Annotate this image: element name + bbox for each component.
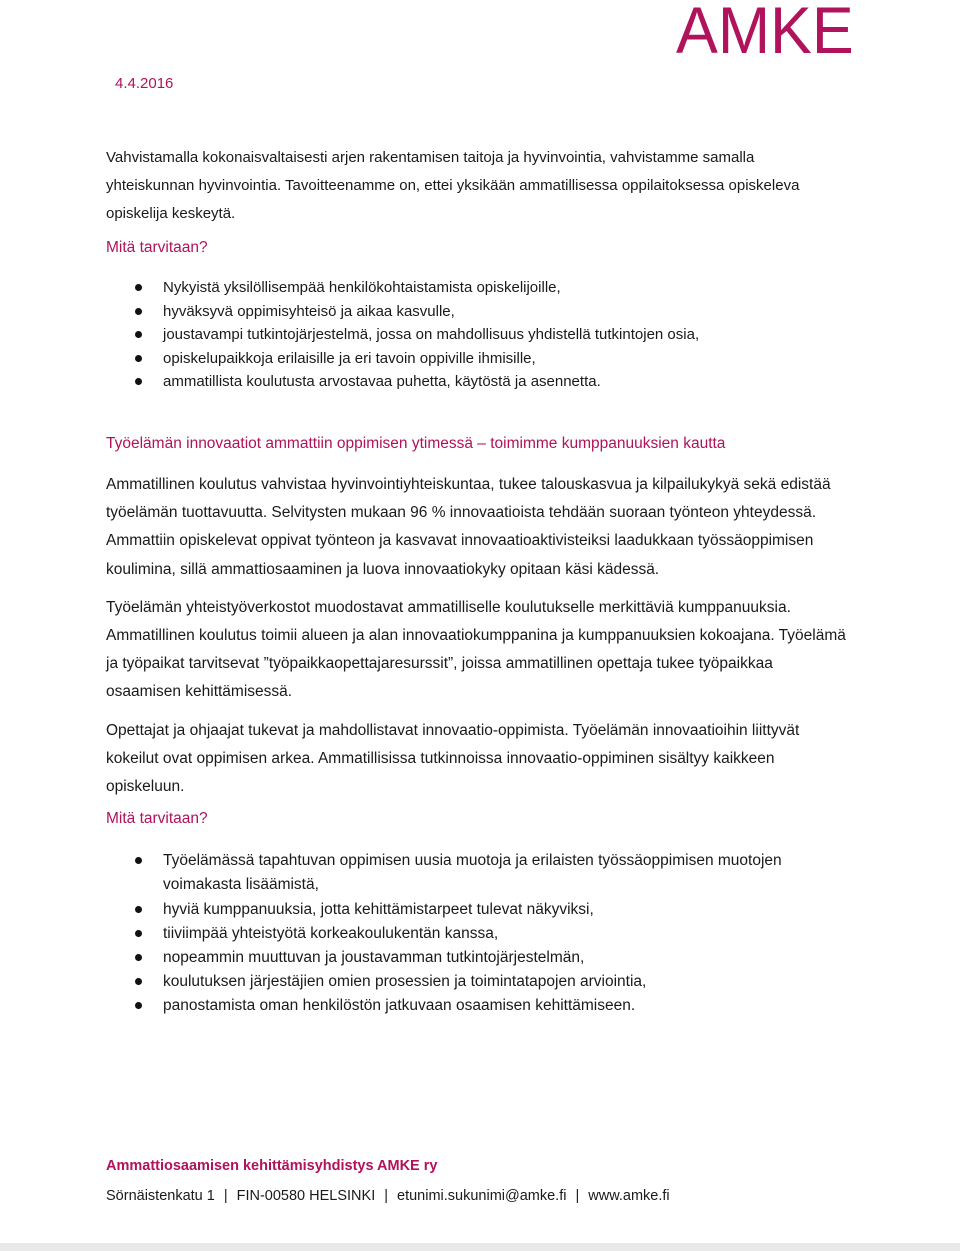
footer-separator: | — [223, 1188, 228, 1204]
document-body — [106, 144, 846, 1019]
list-item-text: tiiviimpää yhteistyötä korkeakoulukentän kanssa, — [163, 924, 499, 942]
footer-email[interactable]: etunimi.sukunimi@amke.fi — [397, 1188, 567, 1204]
section1-heading: Mitä tarvitaan? — [106, 239, 208, 256]
list-item — [106, 323, 846, 347]
bullet-icon — [135, 331, 142, 338]
list-item-text: panostamista oman henkilöstön jatkuvaan osaamisen kehittämiseen. — [163, 997, 636, 1015]
bullet-icon — [135, 857, 142, 864]
bullet-icon — [135, 308, 142, 315]
footer-organization: Ammattiosaamisen kehittämisyhdistys AMKE ry — [106, 1158, 438, 1174]
list-item-text: ammatillista koulutusta arvostavaa puhetta, käytöstä ja asennetta. — [163, 373, 601, 391]
footer-address: Sörnäistenkatu 1 — [106, 1188, 215, 1204]
list-item — [106, 370, 846, 394]
list-item — [106, 347, 846, 371]
section2-list — [106, 849, 846, 1018]
list-item — [106, 300, 846, 324]
list-item — [106, 922, 846, 946]
footer-separator: | — [384, 1188, 389, 1204]
list-item-text: Nykyistä yksilöllisempää henkilökohtaistamista opiskelijoille, — [163, 279, 561, 296]
section2-paragraph-1: Ammatillinen koulutus vahvistaa hyvinvointiyhteiskuntaa, tukee talouskasvua ja kilpailukykyä sekä edistää työelämän tuottavuutta. Selvitysten mukaan 96 % innovaatioista tehdään suoraan työnteon yhteydessä. Ammattiin opiskelevat oppivat työnteon ja kasvavat innovaatioaktivisteiksi laadukkaan työssäoppimisen koulimina, sillä ammattiosaaminen ja luova innovaatiokyky opitaan käsi kädessä. — [106, 475, 831, 578]
section2-paragraph-3: Opettajat ja ohjaajat tukevat ja mahdollistavat innovaatio-oppimista. Työelämän innovaatioihin liittyvät kokeilut ovat oppimisen arkea. Ammatillisissa tutkinnoissa innovaatio-oppiminen sisältyy kaikkeen opiskeluun. — [106, 721, 800, 795]
list-item — [106, 946, 846, 970]
page-bottom-strip — [0, 1243, 960, 1251]
amke-logo: AMKE — [676, 0, 854, 67]
footer-contact — [106, 1186, 670, 1206]
section2-title: Työelämän innovaatiot ammattiin oppimisen ytimessä – toimimme kumppanuuksien kautta — [106, 434, 726, 452]
intro-paragraph: Vahvistamalla kokonaisvaltaisesti arjen rakentamisen taitoja ja hyvinvointia, vahvistamme samalla yhteiskunnan hyvinvointia. Tavoitteenamme on, ettei yksikään ammatillisessa oppilaitoksessa opiskeleva opiskelija keskeytä. — [106, 149, 800, 222]
list-item-text: nopeammin muuttuvan ja joustavamman tutkintojärjestelmän, — [163, 949, 585, 967]
bullet-icon — [135, 978, 142, 985]
list-item-text: joustavampi tutkintojärjestelmä, jossa on mahdollisuus yhdistellä tutkintojen osia, — [163, 326, 700, 344]
list-item — [106, 970, 846, 994]
page-footer — [106, 1156, 670, 1206]
bullet-icon — [135, 1002, 142, 1009]
footer-separator: | — [575, 1188, 580, 1204]
bullet-icon — [135, 906, 142, 913]
section1-list — [106, 276, 846, 394]
list-item-text: koulutuksen järjestäjien omien prosessien ja toimintatapojen arviointia, — [163, 973, 647, 991]
footer-postal: FIN-00580 HELSINKI — [236, 1188, 376, 1204]
bullet-icon — [135, 284, 142, 291]
list-item — [106, 994, 846, 1018]
bullet-icon — [135, 355, 142, 362]
list-item-text: opiskelupaikkoja erilaisille ja eri tavoin oppiville ihmisille, — [163, 349, 536, 367]
list-item — [106, 849, 846, 897]
bullet-icon — [135, 378, 142, 385]
section2-heading: Mitä tarvitaan? — [106, 810, 208, 828]
list-item-text: Työelämässä tapahtuvan oppimisen uusia muotoja ja erilaisten työssäoppimisen muotojen voimakasta lisäämistä, — [163, 852, 782, 894]
document-date: 4.4.2016 — [115, 75, 174, 92]
list-item-text: hyväksyvä oppimisyhteisö ja aikaa kasvulle, — [163, 302, 455, 320]
list-item — [106, 898, 846, 922]
bullet-icon — [135, 930, 142, 937]
list-item — [106, 276, 846, 300]
footer-website[interactable]: www.amke.fi — [588, 1188, 670, 1204]
list-item-text: hyviä kumppanuuksia, jotta kehittämistarpeet tulevat näkyviksi, — [163, 900, 594, 918]
bullet-icon — [135, 954, 142, 961]
section2-paragraph-2: Työelämän yhteistyöverkostot muodostavat ammatilliselle koulutukselle merkittäviä kumppanuuksia. Ammatillinen koulutus toimii alueen ja alan innovaatiokumppanina ja kumppanuuksien kokoajana. Työelämä ja työpaikat tarvitsevat ”työpaikkaopettajaresurssit”, joissa ammatillinen opettaja tukee työpaikkaa osaamisen kehittämisessä. — [106, 598, 846, 701]
